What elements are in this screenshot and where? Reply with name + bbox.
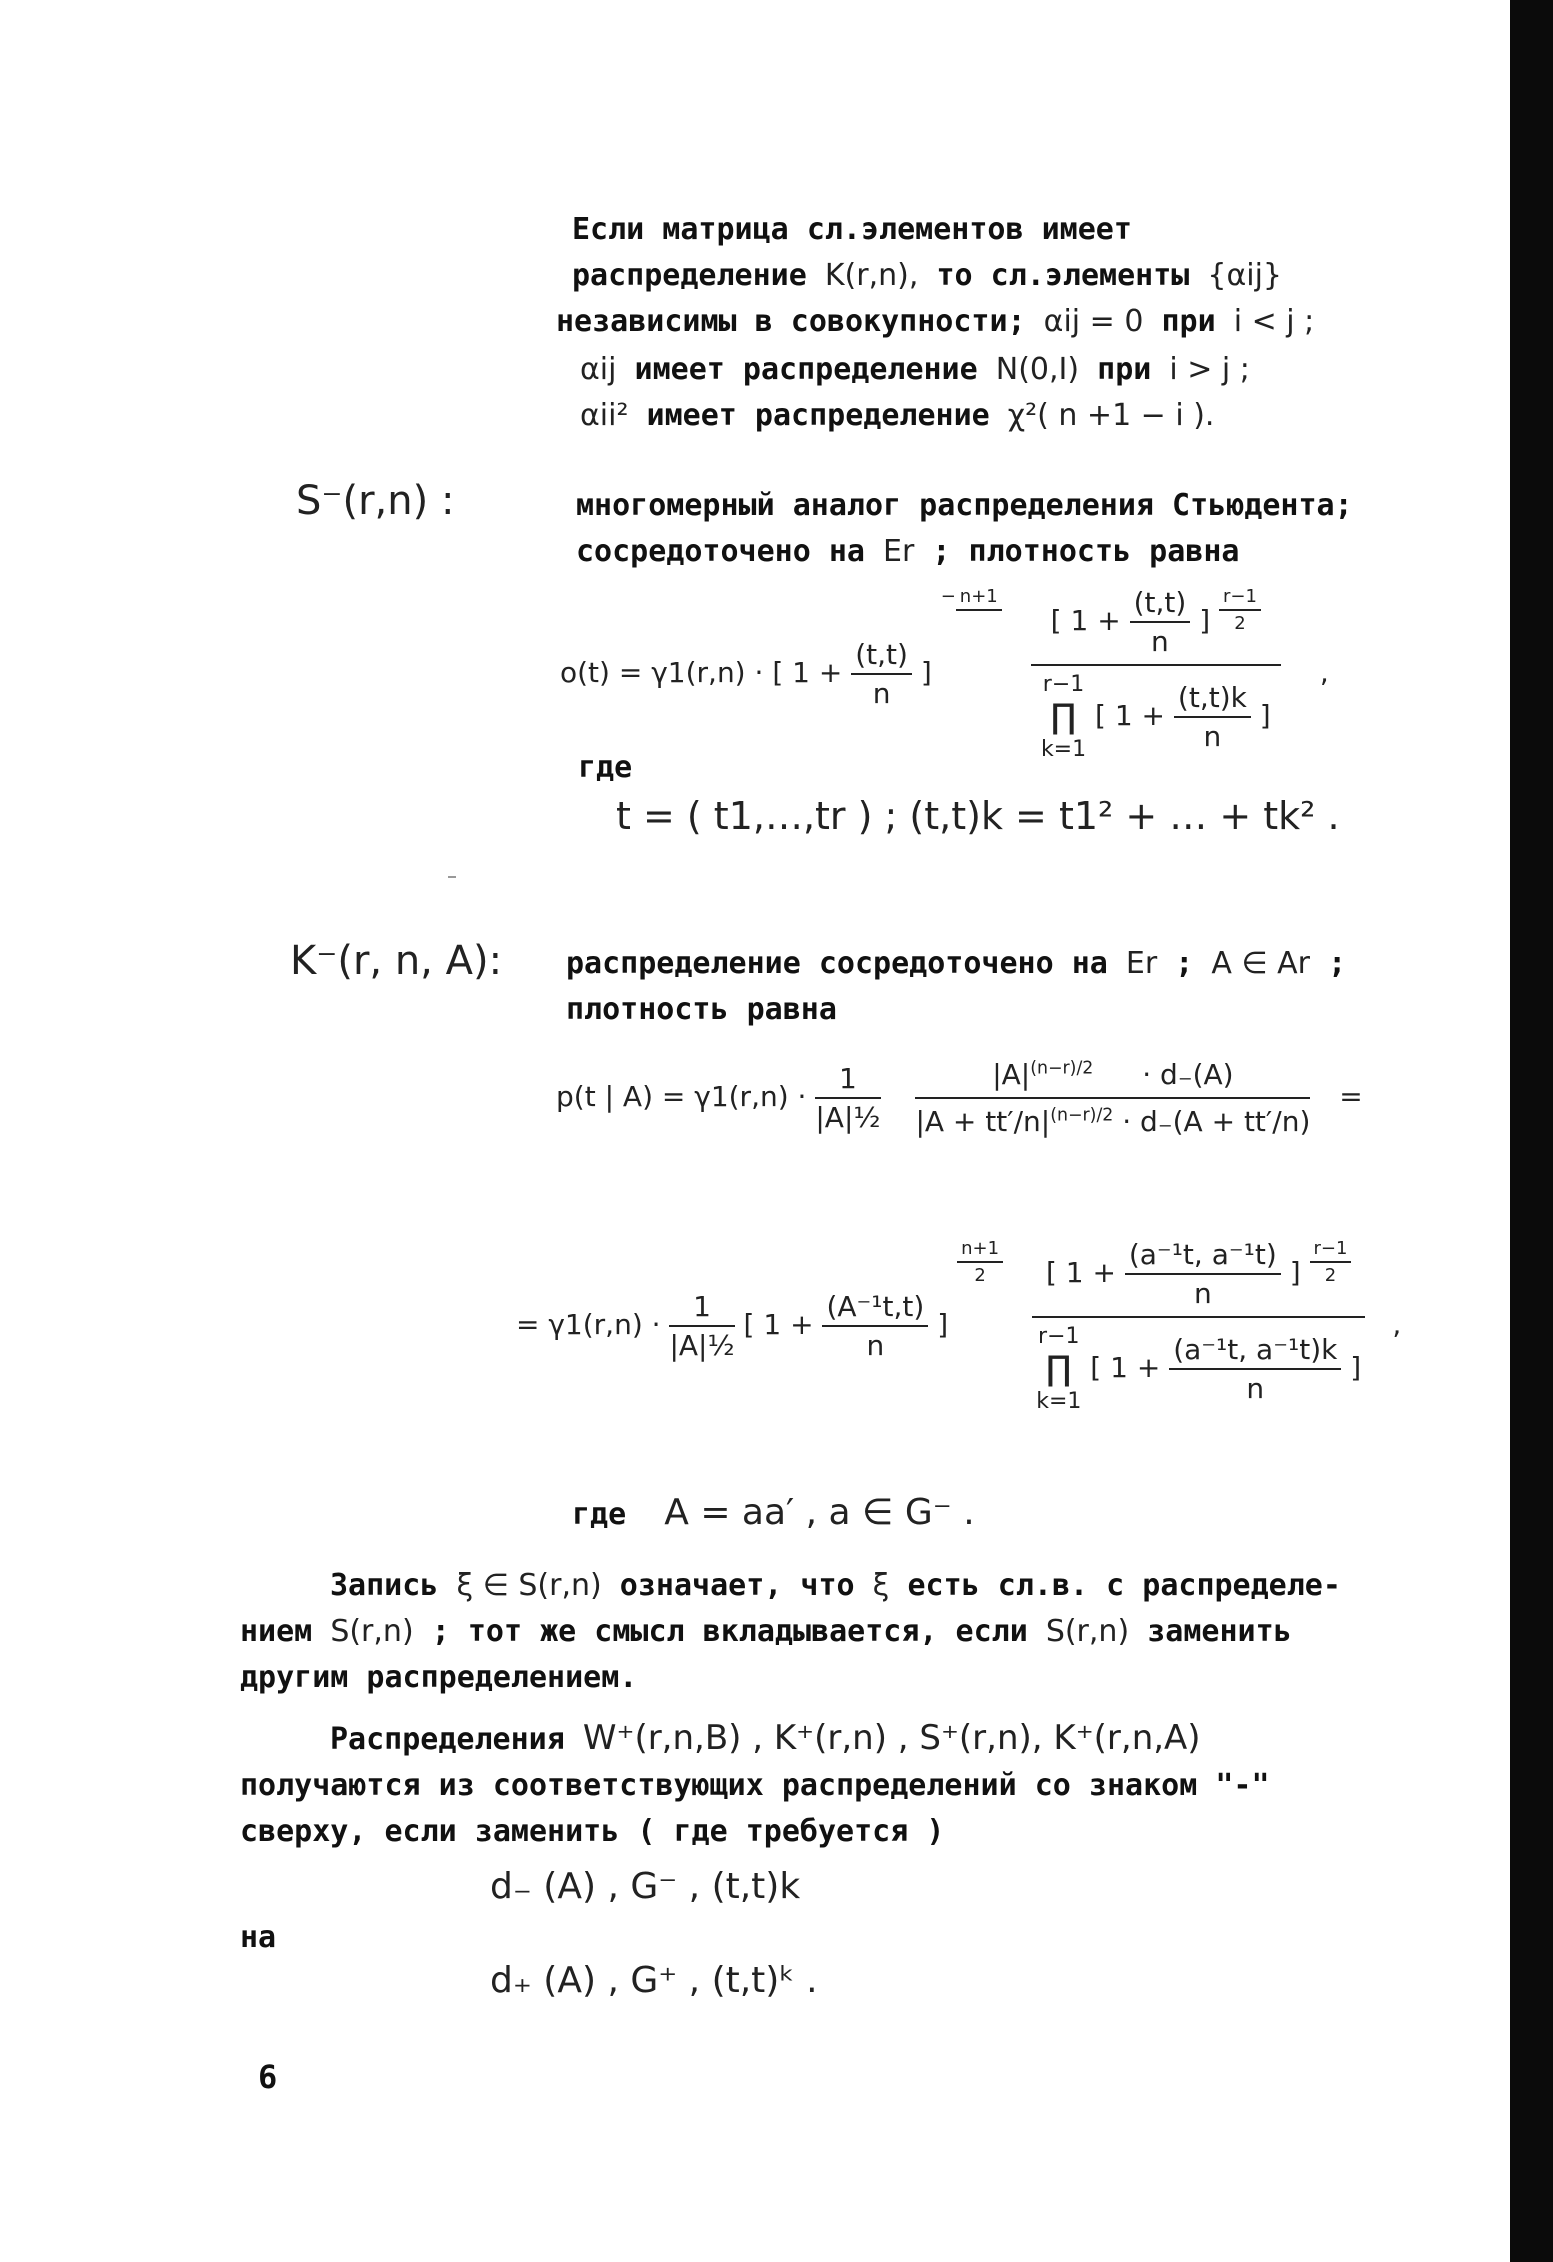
notation-line-3: другим распределением. — [240, 1660, 638, 1695]
k-minus-label: K⁻(r, n, A): — [290, 938, 503, 984]
numerator: n+1 — [957, 1238, 1003, 1263]
intro-line-3 — [556, 304, 1314, 339]
text: распределение сосредоточено на — [566, 946, 1108, 981]
denominator: n — [872, 677, 891, 710]
numerator: r−1 — [1219, 586, 1261, 611]
exponent: (n−r)/2 — [1030, 1058, 1094, 1079]
denominator: n — [866, 1329, 885, 1362]
numerator: 1 — [815, 1062, 880, 1099]
equals: = — [1339, 1080, 1363, 1113]
formula-lhs: o(t) = γ1(r,n) · — [560, 656, 764, 689]
fraction — [1130, 586, 1191, 658]
bracket: [ 1 + — [743, 1308, 814, 1341]
denominator: n — [1151, 625, 1169, 658]
text: распределение — [572, 258, 807, 293]
bracket: ] — [1259, 699, 1271, 732]
text: сосредоточено на — [576, 534, 865, 569]
text: сл.элементов имеет — [806, 212, 1132, 247]
speck — [448, 876, 456, 878]
main-fraction — [1032, 1238, 1366, 1414]
main-numerator — [1032, 1238, 1366, 1318]
text: при — [1097, 352, 1152, 387]
intro-line-1 — [572, 212, 1132, 247]
fraction — [1125, 1238, 1281, 1310]
k-line-1 — [566, 946, 1346, 981]
k-density-formula-1 — [556, 1058, 1363, 1138]
text: при — [1161, 304, 1216, 339]
main-denominator — [1031, 666, 1281, 762]
math: i < j ; — [1233, 304, 1315, 339]
text: Распределения — [330, 1722, 565, 1757]
text: независимы в совокупности; — [556, 304, 1026, 339]
text: ; плотность равна — [932, 534, 1240, 569]
denominator: n — [1246, 1372, 1265, 1405]
bracket: [ 1 + — [1045, 1256, 1116, 1289]
math: ξ ∈ S(r,n) — [456, 1568, 602, 1603]
page-number: 6 — [258, 2058, 278, 2096]
bracket: [ 1 + — [1095, 699, 1166, 732]
notation-line-2 — [240, 1614, 1292, 1649]
math: K(r,n), — [824, 258, 919, 293]
math: A ∈ Ar — [1211, 946, 1310, 981]
product — [1041, 672, 1086, 762]
denominator: n — [1193, 1277, 1212, 1310]
text: Если матрица — [572, 212, 789, 247]
scan-page-edge — [1510, 0, 1553, 2262]
text: заменить — [1147, 1614, 1292, 1649]
comma: , — [1319, 656, 1329, 689]
bracket: ] — [1289, 1256, 1301, 1289]
product-sign: ∏ — [1050, 697, 1077, 737]
bracket: [ 1 + — [772, 656, 843, 689]
main-denominator — [1032, 1318, 1366, 1414]
dist-line-2: получаются из соответствующих распределений со знаком "-" — [240, 1768, 1270, 1803]
numerator: (t,t) — [851, 638, 912, 675]
exponent: − n+1 — [941, 586, 1002, 611]
text: нием — [240, 1614, 313, 1649]
exponent — [957, 1238, 1003, 1286]
main-fraction — [915, 1058, 1310, 1138]
product-lower: k=1 — [1036, 1389, 1082, 1414]
k-gde-line — [572, 1492, 975, 1533]
s-minus-label: S⁻(r,n) : — [296, 478, 455, 524]
text: |A| — [992, 1058, 1031, 1091]
math: αij — [580, 352, 617, 387]
text: есть сл.в. с распределе- — [907, 1568, 1341, 1603]
dist-math-2: d₊ (A) , G⁺ , (t,t)ᵏ . — [490, 1960, 818, 2001]
math: {αij} — [1207, 258, 1283, 293]
text: то сл.элементы — [936, 258, 1190, 293]
main-fraction — [1031, 586, 1281, 762]
bracket: ] — [937, 1308, 949, 1341]
comma: , — [1392, 1308, 1402, 1341]
math: W⁺(r,n,B) , K⁺(r,n) , S⁺(r,n), K⁺(r,n,A) — [582, 1718, 1201, 1758]
numerator: 1 — [669, 1290, 734, 1327]
denominator: 2 — [1234, 613, 1246, 634]
exponent — [1219, 586, 1261, 634]
dist-na: на — [240, 1920, 277, 1955]
exponent: (n−r)/2 — [1050, 1105, 1114, 1126]
text: имеет распределение — [646, 398, 990, 433]
denominator: |A|½ — [669, 1329, 735, 1362]
product-lower: k=1 — [1040, 737, 1087, 762]
product-upper: r−1 — [1038, 1324, 1080, 1349]
text: Запись — [330, 1568, 439, 1603]
fraction — [669, 1290, 734, 1362]
numerator: (a⁻¹t, a⁻¹t) — [1125, 1238, 1281, 1275]
intro-line-5 — [580, 398, 1214, 433]
math: ξ — [872, 1568, 890, 1603]
notation-line-1 — [330, 1568, 1341, 1603]
math: S(r,n) — [1045, 1614, 1130, 1649]
s-line-1: многомерный аналог распределения Стьюдента; — [576, 488, 1353, 523]
numerator: (a⁻¹t, a⁻¹t)k — [1169, 1333, 1341, 1370]
math: S(r,n) — [330, 1614, 414, 1649]
math: Er — [883, 534, 915, 569]
text: ; — [1175, 946, 1194, 981]
k-density-formula-2 — [516, 1238, 1401, 1414]
dist-line-3: сверху, если заменить ( где требуется ) — [240, 1814, 945, 1849]
fraction — [822, 1290, 928, 1362]
text: где — [572, 1497, 627, 1532]
s-line-2 — [576, 534, 1239, 569]
numerator: (t,t) — [1130, 586, 1191, 623]
text: ; — [1328, 946, 1347, 981]
math: αii² — [580, 398, 629, 433]
denominator: 2 — [1324, 1265, 1337, 1286]
numerator: (A⁻¹t,t) — [822, 1290, 928, 1327]
formula-lhs: = γ1(r,n) · — [516, 1308, 661, 1341]
text: означает, что — [619, 1568, 855, 1603]
denominator: |A|½ — [815, 1101, 881, 1134]
dist-line-1 — [330, 1718, 1201, 1758]
numerator: (t,t)k — [1174, 681, 1251, 718]
math: χ²( n +1 − i ). — [1007, 398, 1215, 433]
intro-line-4 — [580, 352, 1250, 387]
main-denominator — [915, 1099, 1310, 1138]
text: · d₋(A + tt′/n) — [1122, 1105, 1311, 1138]
dist-math-1: d₋ (A) , G⁻ , (t,t)k — [490, 1866, 801, 1907]
denominator: n — [1203, 720, 1222, 753]
main-numerator — [1031, 586, 1281, 666]
bracket: ] — [920, 656, 932, 689]
math: Er — [1125, 946, 1158, 981]
bracket: [ 1 + — [1050, 604, 1121, 637]
text: ; тот же смысл вкладывается, если — [431, 1614, 1028, 1649]
bracket: ] — [1199, 604, 1211, 637]
math: A = aa′ , a ∈ G⁻ . — [664, 1492, 975, 1533]
math: i > j ; — [1169, 352, 1250, 387]
main-numerator — [915, 1058, 1310, 1099]
math: N(0,I) — [995, 352, 1080, 387]
math: αij = 0 — [1043, 304, 1144, 339]
text: |A + tt′/n| — [915, 1105, 1051, 1138]
fraction — [815, 1062, 880, 1134]
intro-line-2 — [572, 258, 1282, 293]
s-definition: t = ( t1,…,tr ) ; (t,t)k = t1² + … + tk² . — [616, 794, 1340, 838]
text: имеет распределение — [634, 352, 978, 387]
s-density-formula — [560, 586, 1329, 762]
text: · d₋(A) — [1142, 1058, 1234, 1091]
fraction — [851, 638, 912, 710]
numerator: r−1 — [1310, 1238, 1352, 1263]
bracket: [ 1 + — [1090, 1351, 1161, 1384]
formula-lhs: p(t | A) = γ1(r,n) · — [556, 1080, 807, 1113]
product-sign: ∏ — [1045, 1349, 1072, 1389]
product — [1036, 1324, 1081, 1414]
fraction — [1169, 1333, 1341, 1405]
denominator: 2 — [974, 1265, 986, 1286]
exponent — [1310, 1238, 1352, 1286]
bracket: ] — [1350, 1351, 1362, 1384]
k-line-2: плотность равна — [566, 992, 837, 1027]
fraction — [1174, 681, 1251, 753]
product-upper: r−1 — [1042, 672, 1085, 697]
s-gde: где — [578, 750, 633, 785]
numerator: n+1 — [956, 586, 1002, 611]
